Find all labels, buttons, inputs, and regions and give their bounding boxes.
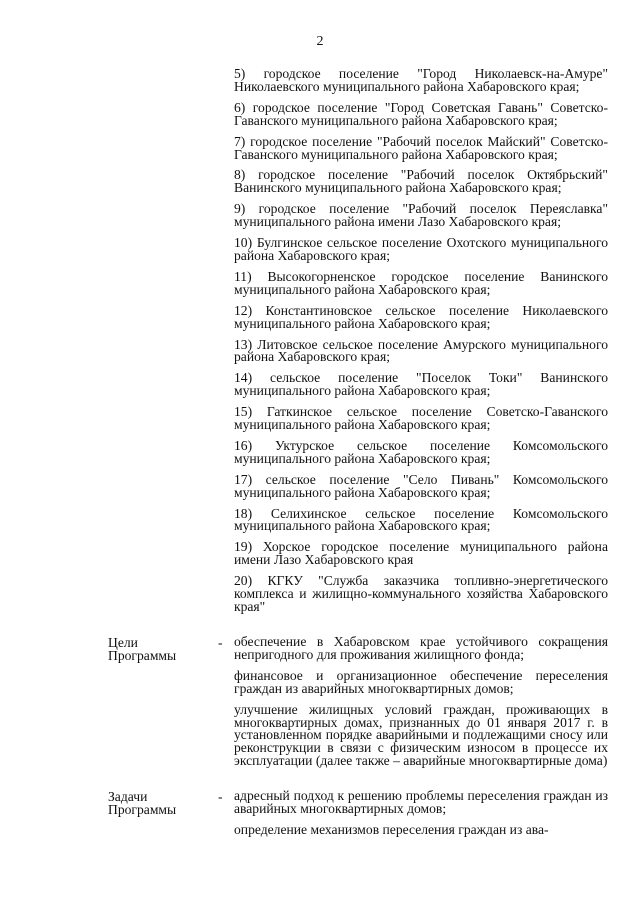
participant-item-20: 20) КГКУ "Служба заказчика топливно-энергетического комплекса и жилищно-коммунального хозяйства Хабаровского края" (234, 573, 608, 614)
tasks-dash: - (218, 789, 223, 804)
participant-item-19: 19) Хорское городское поселение муниципального района имени Лазо Хабаровского края (234, 539, 608, 568)
participant-item-11: 11) Высокогорненское городское поселение Ванинского муниципального района Хабаровского края; (234, 268, 608, 297)
tasks-label: Задачи Программы (108, 789, 177, 817)
goal-item: финансовое и организационное обеспечение переселения граждан из аварийных многоквартирных домов; (234, 667, 608, 696)
task-item: адресный подход к решению проблемы переселения граждан из аварийных многоквартирных домов; (234, 788, 608, 816)
participant-item-16: 16) Уктурское сельское поселение Комсомольского муниципального района Хабаровского края; (234, 437, 608, 466)
participant-item-7: 7) городское поселение "Рабочий поселок Майский" Советско-Гаванского муниципального района Хабаровского края; (234, 133, 608, 162)
page-number: 2 (316, 34, 324, 49)
goals-content (234, 636, 608, 776)
participant-item-17: 17) сельское поселение "Село Пивань" Комсомольского муниципального района Хабаровского края; (234, 471, 608, 500)
participant-item-14: 14) сельское поселение "Поселок Токи" Ванинского муниципального района Хабаровского края; (234, 370, 608, 399)
participant-item-15: 15) Гаткинское сельское поселение Советско-Гаванского муниципального района Хабаровского края; (234, 404, 608, 433)
participant-item-12: 12) Константиновское сельское поселение Николаевского муниципального района Хабаровского края; (234, 302, 608, 331)
participant-item-5: 5) городское поселение "Город Николаевск-на-Амуре" Николаевского муниципального района Хабаровского края; (234, 66, 608, 94)
task-item: определение механизмов переселения граждан из ава- (234, 821, 549, 837)
participant-item-18: 18) Селихинское сельское поселение Комсомольского муниципального района Хабаровского края; (234, 505, 608, 534)
participant-item-13: 13) Литовское сельское поселение Амурского муниципального района Хабаровского края; (234, 336, 608, 365)
goals-dash: - (218, 635, 223, 650)
goal-item: обеспечение в Хабаровском крае устойчивого сокращения непригодного для проживания жилищного фонда; (234, 634, 608, 662)
participants-list (234, 68, 608, 622)
tasks-content (234, 790, 608, 845)
participant-item-6: 6) городское поселение "Город Советская Гавань" Советско-Гаванского муниципального района Хабаровского края; (234, 99, 608, 128)
goals-label: Цели Программы (108, 635, 177, 663)
participant-item-10: 10) Булгинское сельское поселение Охотского муниципального района Хабаровского края; (234, 235, 608, 263)
participant-item-8: 8) городское поселение "Рабочий поселок Октябрьский" Ванинского муниципального района Хабаровского края; (234, 167, 608, 196)
goal-item: улучшение жилищных условий граждан, проживающих в многоквартирных домах, признанных до 01 января 2017 г. в установленном порядке аварийными и подлежащими сносу или реконструкции в связи с физическим износом в процессе их эксплуатации (далее также – аварийные многоквартирные дома) (234, 701, 608, 769)
participant-item-9: 9) городское поселение "Рабочий поселок Переяславка" муниципального района имени Лазо Хабаровского края; (234, 201, 608, 230)
